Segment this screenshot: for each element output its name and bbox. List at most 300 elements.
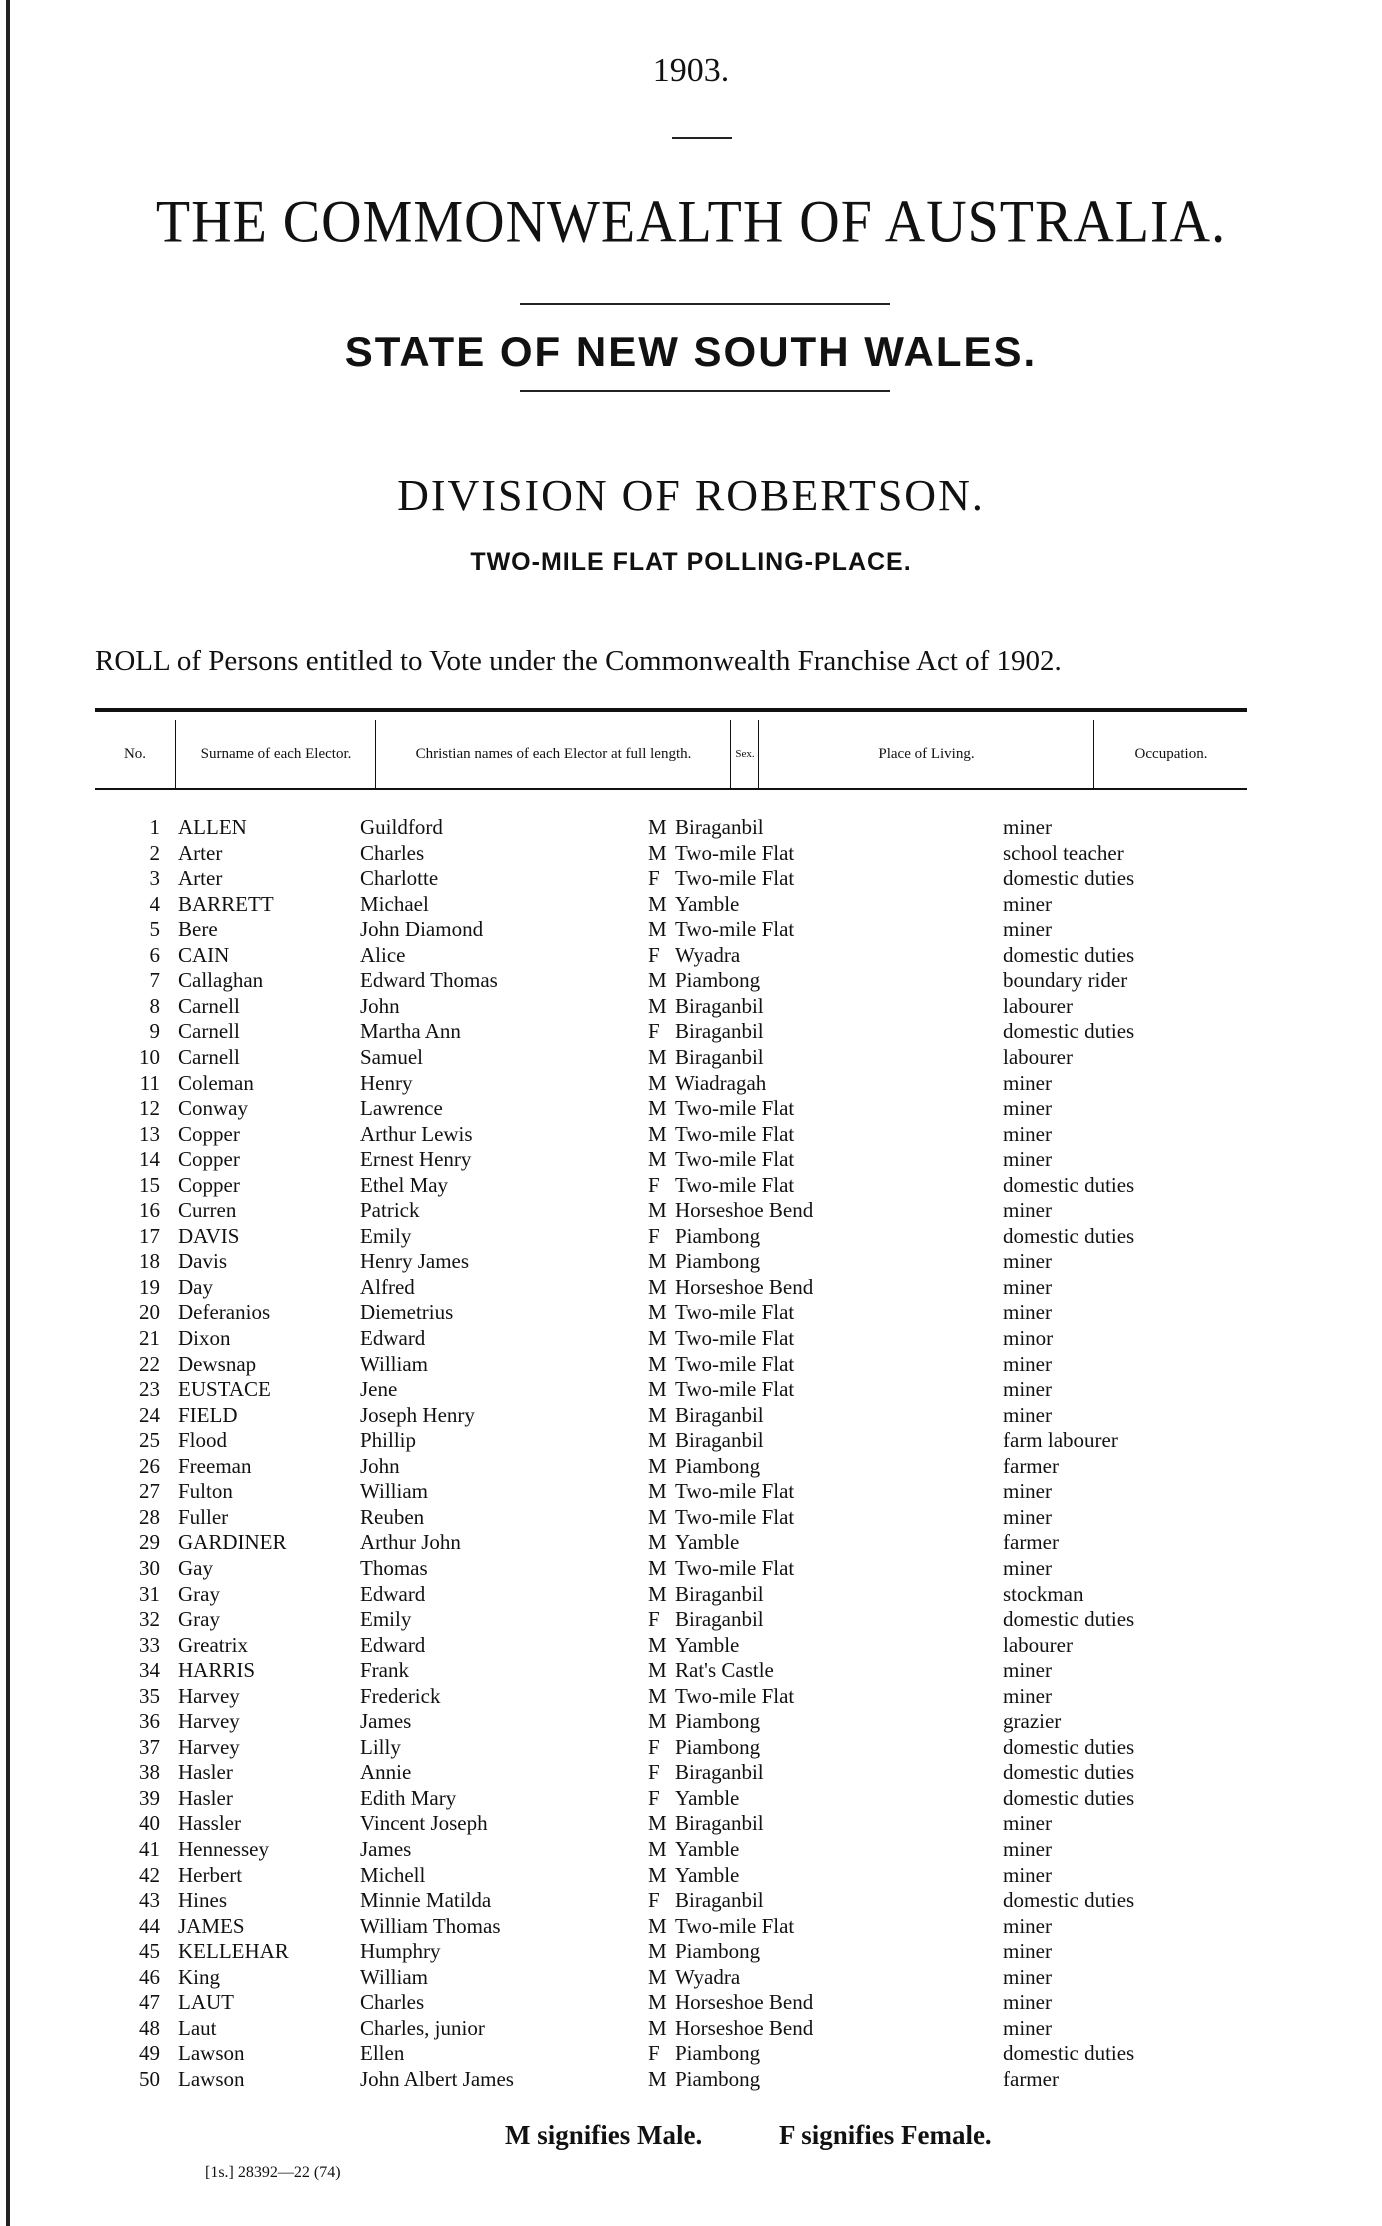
row-sex: M [648, 1070, 667, 1095]
row-surname: Deferanios [178, 1300, 271, 1325]
row-surname: JAMES [178, 1913, 245, 1938]
row-place: Yamble [675, 1632, 740, 1657]
row-occupation: grazier [1003, 1709, 1062, 1734]
column-header-christian-names: Christian names of each Elector at full length. [375, 720, 731, 788]
row-place: Piambong [675, 1223, 761, 1248]
row-christian-names: Thomas [360, 1555, 428, 1580]
row-place: Wyadra [675, 942, 741, 967]
row-occupation: domestic duties [1003, 1734, 1135, 1759]
row-occupation: farmer [1003, 1530, 1059, 1555]
row-sex: M [648, 1479, 667, 1504]
row-place: Yamble [675, 1862, 740, 1887]
row-christian-names: Annie [360, 1760, 412, 1785]
row-sex: M [648, 2066, 667, 2091]
row-occupation: farmer [1003, 1453, 1059, 1478]
row-number: 19 [139, 1274, 160, 1299]
row-place: Biraganbil [675, 1402, 764, 1427]
table-row [0, 1863, 1382, 1889]
row-surname: Freeman [178, 1453, 252, 1478]
row-number: 26 [139, 1453, 160, 1478]
table-row [0, 1658, 1382, 1684]
row-surname: DAVIS [178, 1223, 240, 1248]
row-occupation: stockman [1003, 1581, 1084, 1606]
row-surname: Dewsnap [178, 1351, 257, 1376]
table-row [0, 892, 1382, 918]
row-occupation: miner [1003, 815, 1052, 839]
row-christian-names: Jene [360, 1377, 398, 1402]
row-surname: Coleman [178, 1070, 254, 1095]
row-surname: King [178, 1964, 220, 1989]
row-place: Biraganbil [675, 1581, 764, 1606]
row-place: Biraganbil [675, 1888, 764, 1913]
table-row [0, 1684, 1382, 1710]
row-number: 6 [149, 942, 160, 967]
row-christian-names: Edward Thomas [360, 968, 498, 993]
row-number: 22 [139, 1351, 160, 1376]
row-christian-names: Joseph Henry [360, 1402, 475, 1427]
table-row [0, 917, 1382, 943]
row-surname: Arter [178, 840, 223, 865]
row-surname: Arter [178, 866, 223, 891]
table-row [0, 968, 1382, 994]
division-title: DIVISION OF ROBERTSON. [397, 471, 985, 520]
row-number: 17 [139, 1223, 160, 1248]
row-christian-names: Frank [360, 1658, 409, 1683]
table-row [0, 815, 1382, 841]
row-occupation: labourer [1003, 1044, 1073, 1069]
row-number: 40 [139, 1811, 160, 1836]
row-place: Biraganbil [675, 1607, 764, 1632]
row-number: 10 [139, 1044, 160, 1069]
row-christian-names: William [360, 1479, 428, 1504]
row-christian-names: Phillip [360, 1428, 417, 1453]
row-surname: CAIN [178, 942, 230, 967]
row-place: Two-mile Flat [675, 1504, 795, 1529]
row-sex: M [648, 1351, 667, 1376]
table-row [0, 1556, 1382, 1582]
row-christian-names: Charlotte [360, 866, 439, 891]
row-christian-names: Alfred [360, 1274, 415, 1299]
column-header-surname: Surname of each Elector. [175, 720, 376, 788]
row-christian-names: Vincent Joseph [360, 1811, 488, 1836]
row-surname: Carnell [178, 993, 240, 1018]
row-surname: Bere [178, 917, 218, 942]
row-christian-names: Humphry [360, 1939, 441, 1964]
table-row [0, 1045, 1382, 1071]
divider-lower [520, 390, 890, 392]
row-place: Yamble [675, 1530, 740, 1555]
table-row [0, 1352, 1382, 1378]
table-header [95, 720, 1247, 790]
row-occupation: miner [1003, 1377, 1052, 1402]
row-number: 3 [149, 866, 160, 891]
row-number: 41 [139, 1837, 160, 1861]
row-surname: Copper [178, 1121, 240, 1146]
row-number: 2 [149, 840, 160, 865]
row-place: Biraganbil [675, 993, 764, 1018]
row-place: Biraganbil [675, 1019, 764, 1044]
row-christian-names: Guildford [360, 815, 443, 839]
row-place: Yamble [675, 1785, 740, 1810]
row-place: Horseshoe Bend [675, 1990, 814, 2015]
row-christian-names: William [360, 1351, 428, 1376]
row-surname: Hasler [178, 1760, 233, 1785]
row-occupation: miner [1003, 1351, 1052, 1376]
row-christian-names: Ernest Henry [360, 1147, 472, 1172]
row-surname: Fuller [178, 1504, 229, 1529]
row-sex: M [648, 1913, 667, 1938]
table-row [0, 1607, 1382, 1633]
table-row [0, 1760, 1382, 1786]
row-christian-names: Lilly [360, 1734, 401, 1759]
row-occupation: miner [1003, 1121, 1052, 1146]
table-row [0, 1147, 1382, 1173]
row-place: Piambong [675, 1939, 761, 1964]
row-occupation: miner [1003, 1147, 1052, 1172]
table-row [0, 1811, 1382, 1837]
row-number: 38 [139, 1760, 160, 1785]
row-surname: Copper [178, 1147, 240, 1172]
row-christian-names: Henry James [360, 1249, 470, 1274]
polling-place-title: TWO-MILE FLAT POLLING-PLACE. [470, 548, 912, 576]
table-row [0, 1275, 1382, 1301]
table-row [0, 1454, 1382, 1480]
row-place: Yamble [675, 891, 740, 916]
row-number: 5 [149, 917, 160, 942]
row-surname: Davis [178, 1249, 227, 1274]
table-row [0, 1505, 1382, 1531]
row-sex: M [648, 1044, 667, 1069]
row-occupation: domestic duties [1003, 1888, 1135, 1913]
row-occupation: miner [1003, 1479, 1052, 1504]
row-sex: M [648, 968, 667, 993]
table-row [0, 1633, 1382, 1659]
row-number: 14 [139, 1147, 160, 1172]
row-occupation: miner [1003, 1939, 1052, 1964]
row-place: Two-mile Flat [675, 1479, 795, 1504]
row-number: 23 [139, 1377, 160, 1402]
row-surname: Harvey [178, 1683, 240, 1708]
row-occupation: miner [1003, 1658, 1052, 1683]
table-row [0, 2041, 1382, 2067]
row-number: 39 [139, 1785, 160, 1810]
row-place: Wyadra [675, 1964, 741, 1989]
row-christian-names: Edward [360, 1581, 426, 1606]
row-number: 42 [139, 1862, 160, 1887]
row-sex: M [648, 1632, 667, 1657]
row-christian-names: Arthur Lewis [360, 1121, 473, 1146]
row-surname: Hassler [178, 1811, 241, 1836]
table-row [0, 1709, 1382, 1735]
row-sex: M [648, 1964, 667, 1989]
row-sex: M [648, 1862, 667, 1887]
row-sex: M [648, 1504, 667, 1529]
row-number: 36 [139, 1709, 160, 1734]
row-surname: Copper [178, 1172, 240, 1197]
row-occupation: domestic duties [1003, 1223, 1135, 1248]
row-christian-names: William Thomas [360, 1913, 501, 1938]
row-place: Biraganbil [675, 1811, 764, 1836]
table-row [0, 1735, 1382, 1761]
row-occupation: miner [1003, 1683, 1052, 1708]
row-occupation: domestic duties [1003, 1019, 1135, 1044]
row-number: 34 [139, 1658, 160, 1683]
row-place: Two-mile Flat [675, 1377, 795, 1402]
row-occupation: miner [1003, 1198, 1052, 1223]
row-number: 18 [139, 1249, 160, 1274]
row-number: 4 [149, 891, 160, 916]
row-sex: F [648, 1734, 660, 1759]
row-christian-names: Edward [360, 1632, 426, 1657]
row-number: 33 [139, 1632, 160, 1657]
row-place: Two-mile Flat [675, 1683, 795, 1708]
row-number: 29 [139, 1530, 160, 1555]
row-number: 1 [149, 815, 160, 839]
row-christian-names: Diemetrius [360, 1300, 454, 1325]
row-surname: Laut [178, 2015, 217, 2040]
row-sex: M [648, 891, 667, 916]
table-row [0, 1939, 1382, 1965]
print-code: [1s.] 28392—22 (74) [205, 2164, 341, 2181]
row-occupation: school teacher [1003, 840, 1124, 865]
row-place: Horseshoe Bend [675, 1198, 814, 1223]
row-number: 16 [139, 1198, 160, 1223]
row-christian-names: Minnie Matilda [360, 1888, 492, 1913]
row-christian-names: Charles [360, 1990, 425, 2015]
row-place: Horseshoe Bend [675, 2015, 814, 2040]
row-christian-names: John Albert James [360, 2066, 514, 2091]
table-row [0, 1173, 1382, 1199]
row-sex: F [648, 1888, 660, 1913]
row-sex: M [648, 815, 667, 839]
table-row [0, 1479, 1382, 1505]
row-christian-names: Henry [360, 1070, 413, 1095]
row-occupation: miner [1003, 1249, 1052, 1274]
row-occupation: domestic duties [1003, 866, 1135, 891]
table-row [0, 1300, 1382, 1326]
row-place: Rat's Castle [675, 1658, 774, 1683]
table-row [0, 1122, 1382, 1148]
row-number: 49 [139, 2041, 160, 2066]
row-surname: Carnell [178, 1044, 240, 1069]
row-surname: Curren [178, 1198, 237, 1223]
row-surname: LAUT [178, 1990, 234, 2015]
table-row [0, 1403, 1382, 1429]
row-place: Biraganbil [675, 815, 764, 839]
column-header-place: Place of Living. [758, 720, 1094, 788]
table-row [0, 1888, 1382, 1914]
row-occupation: miner [1003, 1913, 1052, 1938]
row-surname: BARRETT [178, 891, 274, 916]
row-occupation: farm labourer [1003, 1428, 1118, 1453]
row-place: Horseshoe Bend [675, 1274, 814, 1299]
row-sex: M [648, 1300, 667, 1325]
row-place: Two-mile Flat [675, 1147, 795, 1172]
column-header-number: No. [123, 745, 147, 762]
row-occupation: miner [1003, 1862, 1052, 1887]
table-row [0, 994, 1382, 1020]
row-place: Two-mile Flat [675, 866, 795, 891]
table-top-rule [95, 708, 1247, 712]
row-place: Two-mile Flat [675, 1555, 795, 1580]
state-title: STATE OF NEW SOUTH WALES. [344, 328, 1038, 375]
row-sex: M [648, 1147, 667, 1172]
row-surname: Hasler [178, 1785, 233, 1810]
row-surname: Carnell [178, 1019, 240, 1044]
row-occupation: boundary rider [1003, 968, 1128, 993]
row-sex: M [648, 1658, 667, 1683]
row-surname: Day [178, 1274, 213, 1299]
row-sex: M [648, 993, 667, 1018]
row-place: Two-mile Flat [675, 1326, 795, 1350]
row-place: Two-mile Flat [675, 840, 795, 865]
row-christian-names: Arthur John [360, 1530, 461, 1555]
row-occupation: miner [1003, 891, 1052, 916]
table-row [0, 1326, 1382, 1352]
row-place: Two-mile Flat [675, 1121, 795, 1146]
row-sex: M [648, 1377, 667, 1402]
row-number: 37 [139, 1734, 160, 1759]
row-occupation: domestic duties [1003, 1607, 1135, 1632]
row-sex: M [648, 1530, 667, 1555]
row-christian-names: Ethel May [360, 1172, 449, 1197]
table-row [0, 1990, 1382, 2016]
row-surname: Callaghan [178, 968, 264, 993]
row-sex: M [648, 1428, 667, 1453]
row-occupation: miner [1003, 1811, 1052, 1836]
table-row [0, 1837, 1382, 1863]
row-sex: M [648, 1555, 667, 1580]
row-occupation: miner [1003, 1990, 1052, 2015]
row-surname: Lawson [178, 2041, 245, 2066]
row-sex: M [648, 2015, 667, 2040]
row-place: Wiadragah [675, 1070, 767, 1095]
row-sex: F [648, 2041, 660, 2066]
row-occupation: miner [1003, 1504, 1052, 1529]
row-surname: Hennessey [178, 1837, 269, 1861]
row-place: Piambong [675, 1709, 761, 1734]
row-place: Piambong [675, 1734, 761, 1759]
row-occupation: domestic duties [1003, 2041, 1135, 2066]
row-christian-names: William [360, 1964, 428, 1989]
row-surname: FIELD [178, 1402, 238, 1427]
row-number: 45 [139, 1939, 160, 1964]
row-christian-names: Emily [360, 1223, 412, 1248]
table-row [0, 1198, 1382, 1224]
row-place: Piambong [675, 1453, 761, 1478]
table-row [0, 866, 1382, 892]
row-sex: M [648, 1581, 667, 1606]
row-occupation: miner [1003, 2015, 1052, 2040]
row-sex: M [648, 840, 667, 865]
row-occupation: miner [1003, 1402, 1052, 1427]
row-number: 9 [149, 1019, 160, 1044]
row-sex: M [648, 917, 667, 942]
table-row [0, 841, 1382, 867]
row-place: Two-mile Flat [675, 1096, 795, 1121]
row-christian-names: Samuel [360, 1044, 423, 1069]
legend-male: M signifies Male. [505, 2120, 703, 2150]
table-row [0, 1249, 1382, 1275]
row-christian-names: Michael [360, 891, 429, 916]
row-surname: KELLEHAR [178, 1939, 289, 1964]
row-occupation: domestic duties [1003, 1760, 1135, 1785]
row-christian-names: Alice [360, 942, 406, 967]
row-number: 20 [139, 1300, 160, 1325]
table-row [0, 1096, 1382, 1122]
table-row [0, 1582, 1382, 1608]
row-sex: M [648, 1096, 667, 1121]
divider-upper [520, 303, 890, 305]
table-row [0, 1786, 1382, 1812]
row-number: 24 [139, 1402, 160, 1427]
row-occupation: miner [1003, 1070, 1052, 1095]
table-row [0, 2016, 1382, 2042]
row-place: Piambong [675, 1249, 761, 1274]
row-place: Two-mile Flat [675, 1172, 795, 1197]
row-place: Piambong [675, 968, 761, 993]
row-christian-names: James [360, 1837, 412, 1861]
table-row [0, 1428, 1382, 1454]
roll-title: ROLL of Persons entitled to Vote under the Commonwealth Franchise Act of 1902. [95, 645, 1062, 677]
row-christian-names: Frederick [360, 1683, 441, 1708]
row-christian-names: Lawrence [360, 1096, 443, 1121]
row-christian-names: Emily [360, 1607, 412, 1632]
row-occupation: miner [1003, 1555, 1052, 1580]
row-christian-names: Martha Ann [360, 1019, 461, 1044]
row-christian-names: Reuben [360, 1504, 425, 1529]
row-sex: F [648, 1172, 660, 1197]
row-occupation: miner [1003, 1964, 1052, 1989]
row-surname: Flood [178, 1428, 228, 1453]
row-surname: HARRIS [178, 1658, 256, 1683]
row-number: 12 [139, 1096, 160, 1121]
row-place: Two-mile Flat [675, 917, 795, 942]
row-surname: Harvey [178, 1734, 240, 1759]
row-place: Yamble [675, 1837, 740, 1861]
row-number: 13 [139, 1121, 160, 1146]
row-christian-names: Charles, junior [360, 2015, 485, 2040]
row-christian-names: James [360, 1709, 412, 1734]
row-surname: Gray [178, 1607, 220, 1632]
row-christian-names: Michell [360, 1862, 426, 1887]
row-occupation: miner [1003, 917, 1052, 942]
row-occupation: domestic duties [1003, 942, 1135, 967]
row-number: 7 [149, 968, 160, 993]
row-number: 31 [139, 1581, 160, 1606]
row-surname: Dixon [178, 1326, 231, 1350]
row-place: Biraganbil [675, 1428, 764, 1453]
row-surname: ALLEN [178, 815, 247, 839]
row-place: Two-mile Flat [675, 1351, 795, 1376]
divider-short [672, 137, 732, 139]
row-occupation: farmer [1003, 2066, 1059, 2091]
row-number: 50 [139, 2066, 160, 2091]
table-row [0, 1914, 1382, 1940]
row-number: 43 [139, 1888, 160, 1913]
row-occupation: domestic duties [1003, 1172, 1135, 1197]
row-surname: Gray [178, 1581, 220, 1606]
document-year: 1903. [652, 52, 730, 89]
row-sex: M [648, 1939, 667, 1964]
row-christian-names: Charles [360, 840, 425, 865]
row-surname: Harvey [178, 1709, 240, 1734]
row-place: Two-mile Flat [675, 1300, 795, 1325]
row-sex: M [648, 1402, 667, 1427]
sex-legend [505, 2120, 1062, 2151]
row-sex: F [648, 866, 660, 891]
table-row [0, 943, 1382, 969]
